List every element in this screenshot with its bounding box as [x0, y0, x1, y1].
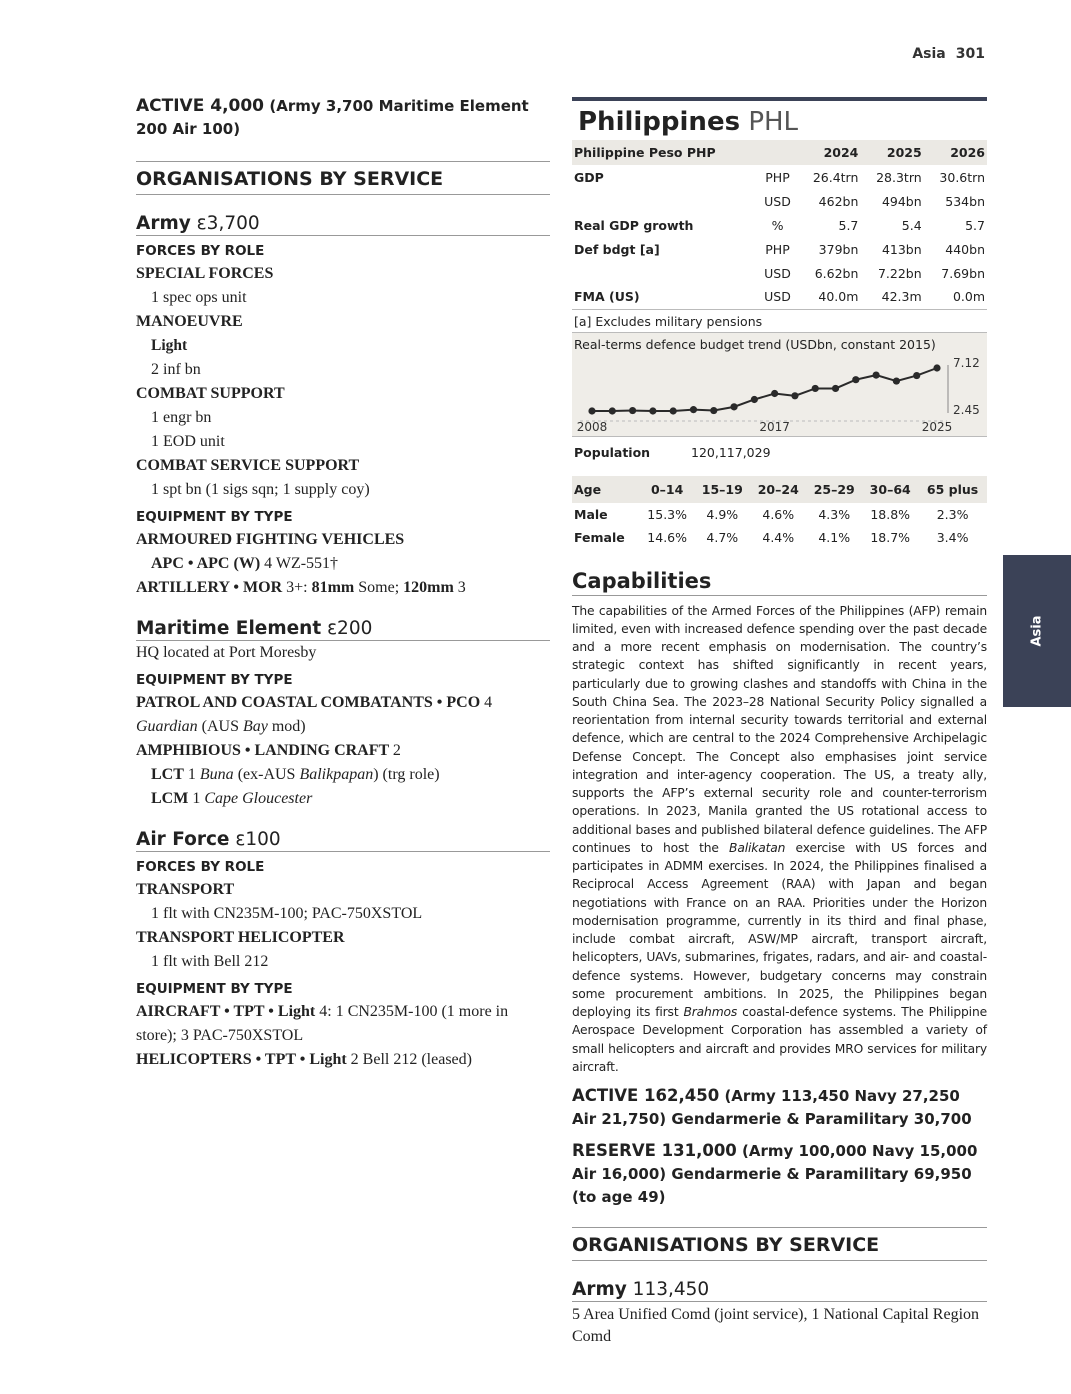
chart-title: Real-terms defence budget trend (USDbn, constant 2015): [574, 336, 936, 352]
age-cell: 18.8%: [870, 506, 911, 522]
pcc-label: PATROL AND COASTAL COMBATANTS • PCO: [136, 694, 481, 711]
page-number: 301: [955, 46, 985, 62]
econ-row: [572, 189, 987, 213]
chart-point: [913, 371, 920, 378]
amph-value: 2: [392, 742, 401, 759]
econ-cell: %: [771, 217, 784, 233]
age-cell: 18.7%: [870, 529, 911, 545]
lct-value: 1: [187, 766, 196, 783]
engr-item: 1 engr bn: [151, 409, 212, 426]
cap-text-part-2: exercise with US forces and participates in ADMM exercises. In 2024, the Philippines finalised a Reciprocal Access Agreement (RAA) with Japan and began negotiations with France on an RAA. Priorities under the Horizon modernisation programme, currently in its third and final phase, include combat aircraft, ASW/MP aircraft, transport aircraft, helicopters, UAVs, submarines, frigates, radars, and air- and coastal-defence systems. However, budgetary concerns may constrain some procurement ambitions. In 2025, the Philippines began deploying its first: [572, 840, 987, 1019]
mor-81mm: 81mm: [311, 579, 355, 596]
chart-point: [751, 395, 758, 402]
country-header: [572, 97, 987, 140]
right-army-strength: 113,450: [632, 1279, 710, 1300]
population-value: 120,117,029: [691, 444, 771, 460]
maritime-name: Maritime Element: [136, 618, 322, 639]
econ-cell: GDP: [574, 169, 604, 185]
econ-header-cell: 2025: [860, 140, 923, 165]
right-org-title: ORGANISATIONS BY SERVICE: [572, 1227, 987, 1261]
age-cell: Male: [574, 506, 608, 522]
right-active-strength: [572, 1084, 987, 1131]
econ-footnote: [a] Excludes military pensions: [572, 310, 987, 333]
combat-support-heading: COMBAT SUPPORT: [136, 385, 285, 402]
econ-row: [572, 237, 987, 261]
age-cell: 2.3%: [936, 506, 969, 522]
country-name: Philippines: [578, 107, 741, 137]
age-header-cell: 0–14: [640, 476, 694, 503]
amph-item: [136, 739, 550, 763]
chart-x-tick-label: 2017: [759, 419, 790, 434]
active-strength: [136, 95, 550, 141]
left-column: [136, 95, 550, 1072]
econ-cell: Real GDP growth: [574, 217, 694, 233]
running-head-section: Asia: [912, 46, 946, 62]
capabilities-text: [572, 602, 987, 1077]
econ-cell: 7.22bn: [877, 265, 922, 281]
maritime-equipment-heading: EQUIPMENT BY TYPE: [136, 672, 293, 688]
air-name: Air Force: [136, 829, 230, 850]
chart-point: [933, 364, 940, 371]
maritime-title: [136, 618, 550, 641]
maritime-hq: HQ located at Port Moresby: [136, 644, 317, 661]
eod-item: 1 EOD unit: [151, 433, 225, 450]
age-cell: 4.1%: [818, 529, 851, 545]
chart-point: [629, 406, 636, 413]
active-label: ACTIVE 4,000: [136, 96, 265, 116]
right-reserve-strength: [572, 1139, 987, 1209]
air-strength: ε100: [235, 829, 281, 850]
helicopters-item: [136, 1048, 550, 1072]
aircraft-item: [136, 1000, 550, 1048]
cap-text-part-3: coastal-defence systems. The Philippine Aerospace Development Corporation has assembled a variety of small helicopters and aircraft and provides MRO services for military aircraft.: [572, 1005, 987, 1074]
helicopters-value: 2 Bell 212 (leased): [350, 1051, 472, 1068]
chart-series-line: [592, 368, 937, 411]
army-name: Army: [136, 213, 191, 234]
lct-note-2: ) (trg role): [373, 766, 440, 783]
pcc-value: 4: [484, 694, 493, 711]
cape-gloucester-class: Cape Gloucester: [204, 790, 313, 807]
heli-item: 1 flt with Bell 212: [151, 953, 269, 970]
chart-point: [812, 384, 819, 391]
age-cell: 14.6%: [647, 529, 688, 545]
econ-row: [572, 261, 987, 285]
age-cell: 15.3%: [647, 506, 688, 522]
lcm-item: [136, 787, 550, 811]
mor-81mm-value: Some;: [358, 579, 400, 596]
transport-heading: TRANSPORT: [136, 881, 235, 898]
chart-y-tick-label: 2.45: [953, 402, 980, 417]
section-tab-label: Asia: [1029, 615, 1045, 647]
econ-cell: 0.0m: [924, 285, 987, 309]
mor-120mm: 120mm: [403, 579, 454, 596]
econ-cell: 379bn: [818, 241, 859, 257]
chart-point: [791, 392, 798, 399]
econ-cell: Def bdgt [a]: [574, 241, 660, 257]
age-table-header: [572, 476, 987, 503]
econ-cell: 7.69bn: [941, 265, 985, 281]
mor-120mm-value: 3: [457, 579, 466, 596]
population-label: Population: [574, 444, 651, 460]
army-title: [136, 213, 550, 236]
age-row: [572, 503, 987, 526]
age-cell: 4.6%: [762, 506, 795, 522]
org-title: ORGANISATIONS BY SERVICE: [136, 161, 550, 195]
economic-table-header: [572, 140, 987, 165]
lct-note-1: (ex-AUS: [237, 766, 296, 783]
econ-header-cell: Philippine Peso PHP: [572, 140, 758, 165]
econ-header-cell: [758, 140, 797, 165]
econ-cell: 6.62bn: [814, 265, 859, 281]
chart-point: [710, 406, 717, 413]
artillery-value: 3+:: [286, 579, 308, 596]
age-cell: 4.7%: [706, 529, 739, 545]
econ-row: [572, 165, 987, 189]
age-cell: 4.4%: [762, 529, 795, 545]
right-army-name: Army: [572, 1279, 627, 1300]
age-row: [572, 526, 987, 549]
chart-point: [670, 407, 677, 414]
aircraft-label: AIRCRAFT • TPT • Light: [136, 1003, 316, 1020]
guardian-note: (AUS: [201, 718, 239, 735]
air-equipment-heading: EQUIPMENT BY TYPE: [136, 981, 293, 997]
bay-note: mod): [271, 718, 306, 735]
econ-cell: 494bn: [881, 193, 922, 209]
chart-point: [588, 407, 595, 414]
lct-item: [136, 763, 550, 787]
air-title: [136, 829, 550, 852]
econ-cell: 42.3m: [860, 285, 923, 309]
artillery-label: ARTILLERY • MOR: [136, 579, 283, 596]
chart-point: [730, 403, 737, 410]
econ-cell: PHP: [765, 241, 790, 257]
chart-point: [690, 406, 697, 413]
econ-cell: 440bn: [945, 241, 985, 257]
section-tab[interactable]: [1003, 555, 1071, 707]
transport-heli-heading: TRANSPORT HELICOPTER: [136, 929, 345, 946]
econ-cell: 28.3trn: [876, 169, 922, 185]
econ-cell: 5.7: [965, 217, 985, 233]
artillery-item: [136, 576, 550, 600]
aircraft-value: 4: 1 CN235M-100 (1 more in store); 3 PAC-750XSTOL: [136, 1003, 509, 1044]
apc-item: [136, 552, 550, 576]
econ-cell: PHP: [765, 169, 790, 185]
active-note: (Army 3,700 Maritime Element 200 Air 100): [136, 97, 529, 138]
chart-svg: [572, 333, 987, 437]
balikpapan-class: Balikpapan: [299, 766, 374, 783]
econ-cell: 534bn: [945, 193, 985, 209]
chart-x-tick-label: 2025: [921, 419, 953, 434]
econ-cell: USD: [758, 285, 797, 309]
lcm-label: LCM: [151, 790, 189, 807]
light-heading: Light: [151, 337, 188, 354]
special-forces-heading: SPECIAL FORCES: [136, 265, 274, 282]
css-heading: COMBAT SERVICE SUPPORT: [136, 457, 360, 474]
right-active-note: (Army 113,450 Navy 27,250 Air 21,750) Gendarmerie & Paramilitary 30,700: [572, 1087, 972, 1128]
chart-point: [832, 384, 839, 391]
afv-heading: ARMOURED FIGHTING VEHICLES: [136, 531, 405, 548]
age-cell: 4.3%: [818, 506, 851, 522]
econ-header-cell: 2024: [797, 140, 860, 165]
age-header-cell: 20–24: [750, 476, 806, 503]
chart-x-tick-label: 2008: [576, 419, 608, 434]
lcm-value: 1: [192, 790, 201, 807]
right-army-text: 5 Area Unified Comd (joint service), 1 National Capital Region Comd: [572, 1306, 980, 1345]
inf-item: 2 inf bn: [151, 361, 201, 378]
army-equipment-heading: EQUIPMENT BY TYPE: [136, 509, 293, 525]
chart-point: [649, 407, 656, 414]
army-forces-by-role: FORCES BY ROLE: [136, 243, 265, 259]
age-cell: 4.9%: [706, 506, 739, 522]
age-header-cell: Age: [572, 476, 640, 503]
econ-row: [572, 285, 987, 309]
age-header-cell: 15–19: [694, 476, 750, 503]
apc-value: 4 WZ-551†: [264, 555, 339, 572]
army-strength: ε3,700: [196, 213, 260, 234]
econ-cell: 40.0m: [797, 285, 860, 309]
age-header-cell: 30–64: [862, 476, 918, 503]
running-head: [912, 46, 985, 62]
maritime-strength: ε200: [327, 618, 373, 639]
econ-cell: 413bn: [881, 241, 922, 257]
chart-point: [852, 376, 859, 383]
econ-cell: 462bn: [818, 193, 859, 209]
right-reserve-label: RESERVE 131,000: [572, 1141, 737, 1160]
age-header-cell: 25–29: [806, 476, 862, 503]
country-code: PHL: [748, 107, 799, 137]
right-active-label: ACTIVE 162,450: [572, 1086, 720, 1105]
chart-point: [893, 377, 900, 384]
econ-cell: USD: [764, 265, 791, 281]
pcc-item: [136, 691, 550, 739]
econ-cell: USD: [764, 193, 791, 209]
budget-trend-chart: [572, 333, 987, 437]
spt-item: 1 spt bn (1 sigs sqn; 1 supply coy): [151, 481, 370, 498]
manoeuvre-heading: MANOEUVRE: [136, 313, 243, 330]
cap-brahmos: Brahmos: [683, 1005, 738, 1019]
chart-point: [771, 389, 778, 396]
air-forces-by-role: FORCES BY ROLE: [136, 859, 265, 875]
right-column: [572, 97, 987, 1348]
right-army-title: [572, 1279, 987, 1302]
amph-label: AMPHIBIOUS • LANDING CRAFT: [136, 742, 389, 759]
econ-cell: 5.4: [901, 217, 922, 233]
age-cell: 3.4%: [936, 529, 969, 545]
chart-y-tick-label: 7.12: [953, 355, 980, 370]
cap-text-part-1: The capabilities of the Armed Forces of the Philippines (AFP) remain limited, even with increased defence spending over the past decade and a more recent emphasis on modernisation. The country’s strategic context has shifted significantly in recent years, particularly due to growing clashes and standoffs with China in the South China Sea. The 2023–28 National Security Policy signalled a reorientation from internal security towards territorial and external defence, which are central to the 2024 Comprehensive Archipelagic Defense Concept. The Concept also emphasises joint service integration and inter-agency cooperation. The US, a treaty ally, supports the AFP’s external security role and counter-terrorism operations. In 2023, Manila granted the US rotational access to additional bases and published bilateral defence guidelines. The AFP continues to host the: [572, 603, 987, 855]
econ-cell: [572, 261, 758, 285]
helicopters-label: HELICOPTERS • TPT • Light: [136, 1051, 347, 1068]
chart-point: [873, 371, 880, 378]
econ-cell: 26.4trn: [812, 169, 859, 185]
spec-ops-item: 1 spec ops unit: [151, 289, 247, 306]
capabilities-title: Capabilities: [572, 569, 987, 596]
economic-table: [572, 140, 987, 310]
buna-class: Buna: [199, 766, 234, 783]
age-header-cell: 65 plus: [918, 476, 987, 503]
econ-cell: 30.6trn: [939, 169, 985, 185]
econ-cell: 5.7: [838, 217, 859, 233]
age-cell: Female: [574, 529, 625, 545]
lct-label: LCT: [151, 766, 184, 783]
chart-point: [609, 407, 616, 414]
right-reserve-note: (Army 100,000 Navy 15,000 Air 16,000) Gendarmerie & Paramilitary 69,950 (to age 49): [572, 1142, 978, 1206]
econ-cell: [572, 189, 758, 213]
econ-row: [572, 213, 987, 237]
population-row: [572, 437, 987, 468]
apc-label: APC • APC (W): [151, 555, 261, 572]
econ-cell: FMA (US): [572, 285, 758, 309]
guardian-class: Guardian: [136, 718, 198, 735]
country-title: [572, 104, 987, 140]
econ-header-cell: 2026: [924, 140, 987, 165]
cap-balikatan: Balikatan: [729, 840, 786, 855]
bay-class: Bay: [242, 718, 268, 735]
age-table: [572, 476, 987, 549]
transport-item: 1 flt with CN235M-100; PAC-750XSTOL: [151, 905, 423, 922]
